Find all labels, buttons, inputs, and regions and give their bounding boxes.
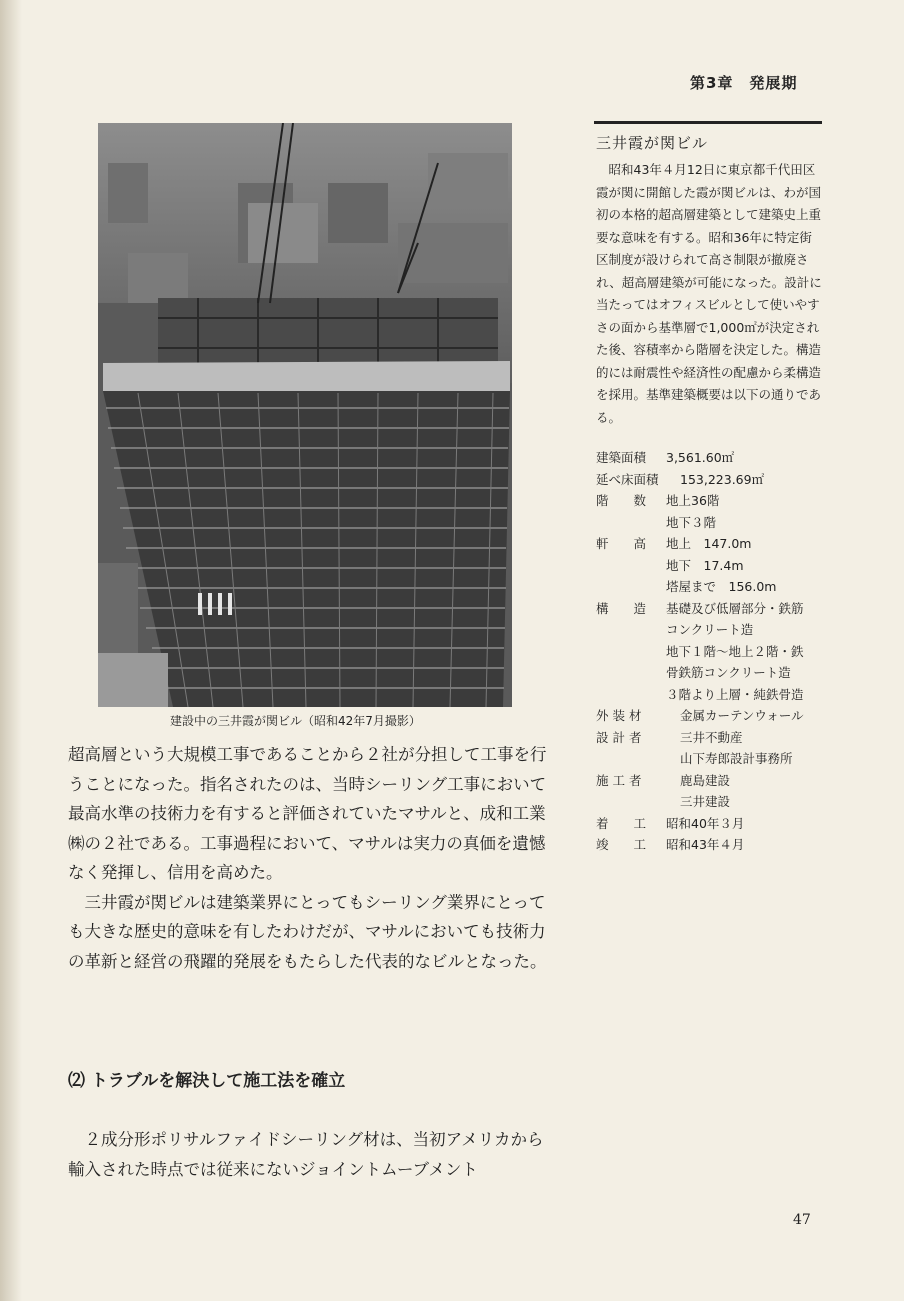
spec-value: 地上36階 [666,493,720,508]
spec-value: 基礎及び低層部分・鉄筋 [666,600,804,616]
spec-value: 昭和40年３月 [666,815,745,831]
section-heading: ⑵ トラブルを解決して施工法を確立 [68,1071,346,1091]
spec-row [594,533,822,598]
spec-value: 金属カーテンウォール [680,708,804,723]
page-number: 47 [793,1212,811,1228]
spec-values [666,533,822,598]
spec-value: 地下 17.4m [666,557,744,573]
spec-value: 地下３階 [666,514,717,530]
spec-values [680,770,822,813]
spec-label: 設 計 者 [596,729,642,745]
spec-value: 3,561.60㎡ [666,450,735,465]
spec-value: コンクリート造 [666,622,754,637]
spec-values [666,813,822,835]
spec-value: 骨鉄筋コンクリート造 [666,665,791,680]
spec-label: 外 装 材 [596,708,642,723]
spec-row [594,770,822,813]
spec-label: 着 工 [596,815,647,831]
page-gutter-shadow [0,0,22,1301]
main-body-text [68,740,552,976]
spec-value: 153,223.69㎡ [680,471,765,487]
spec-value: 鹿島建設 [680,772,731,788]
spec-values [666,447,822,469]
spec-value: 三井建設 [680,794,731,809]
spec-values [680,727,822,770]
spec-row [594,834,822,856]
spec-values [680,469,822,491]
spec-row [594,813,822,835]
spec-value: ３階より上層・純鉄骨造 [666,686,804,702]
section-body-text [68,1125,552,1185]
sidebar-infobox [594,121,822,856]
body-paragraph: ２成分形ポリサルファイドシーリング材は、当初アメリカから輸入された時点では従来にないジョイントムーブメント [68,1130,544,1179]
spec-value: 地下１階〜地上２階・鉄 [666,643,804,659]
spec-label: 階 数 [596,493,647,508]
spec-table [594,447,822,856]
spec-values [666,490,822,533]
spec-row [594,727,822,770]
spec-label: 施 工 者 [596,772,642,788]
spec-value: 山下寿郎設計事務所 [680,751,793,766]
spec-label: 建築面積 [596,450,647,465]
spec-value: 三井不動産 [680,729,743,745]
spec-label: 構 造 [596,600,647,616]
spec-value: 塔屋まで 156.0m [666,579,777,594]
spec-label: 軒 高 [596,536,647,551]
running-header: 第3章 発展期 [690,74,798,92]
building-construction-photo [98,123,512,707]
sidebar-top-rule [594,121,822,124]
spec-row [594,469,822,491]
sidebar-title: 三井霞が関ビル [596,134,709,152]
photo-caption: 建設中の三井霞が関ビル（昭和42年7月撮影） [170,714,421,728]
body-paragraph: 超高層という大規模工事であることから２社が分担して工事を行うことになった。指名されたのは、当時シーリング工事において最高水準の技術力を有すると評価されていたマサルと、成和工業㈱の２社である。工事過程において、マサルは実力の真価を遺憾なく発揮し、信用を高めた。 [68,745,547,882]
sidebar-description: 昭和43年４月12日に東京都千代田区霞が関に開館した霞が関ビルは、わが国初の本格的超高層建築として建築史上重要な意味を有する。昭和36年に特定街区制度が設けられて高さ制限が撤廃され、超高層建築が可能になった。設計に当たってはオフィスビルとして使いやすさの面から基準層で1,000㎡が決定された後、容積率から階層を決定した。構造的には耐震性や経済性の配慮から柔構造を採用。基準建築概要は以下の通りである。 [596,162,822,425]
spec-row [594,447,822,469]
spec-value: 昭和43年４月 [666,837,745,852]
spec-row [594,598,822,706]
spec-values [666,834,822,856]
spec-values [666,598,822,706]
spec-label: 延べ床面積 [596,471,659,487]
spec-row [594,490,822,533]
body-paragraph: 三井霞が関ビルは建築業界にとってもシーリング業界にとっても大きな歴史的意味を有したわけだが、マサルにおいても技術力の革新と経営の飛躍的発展をもたらした代表的なビルとなった。 [68,892,547,971]
spec-value: 地上 147.0m [666,536,752,551]
spec-row [594,705,822,727]
spec-values [680,705,822,727]
spec-label: 竣 工 [596,837,647,852]
